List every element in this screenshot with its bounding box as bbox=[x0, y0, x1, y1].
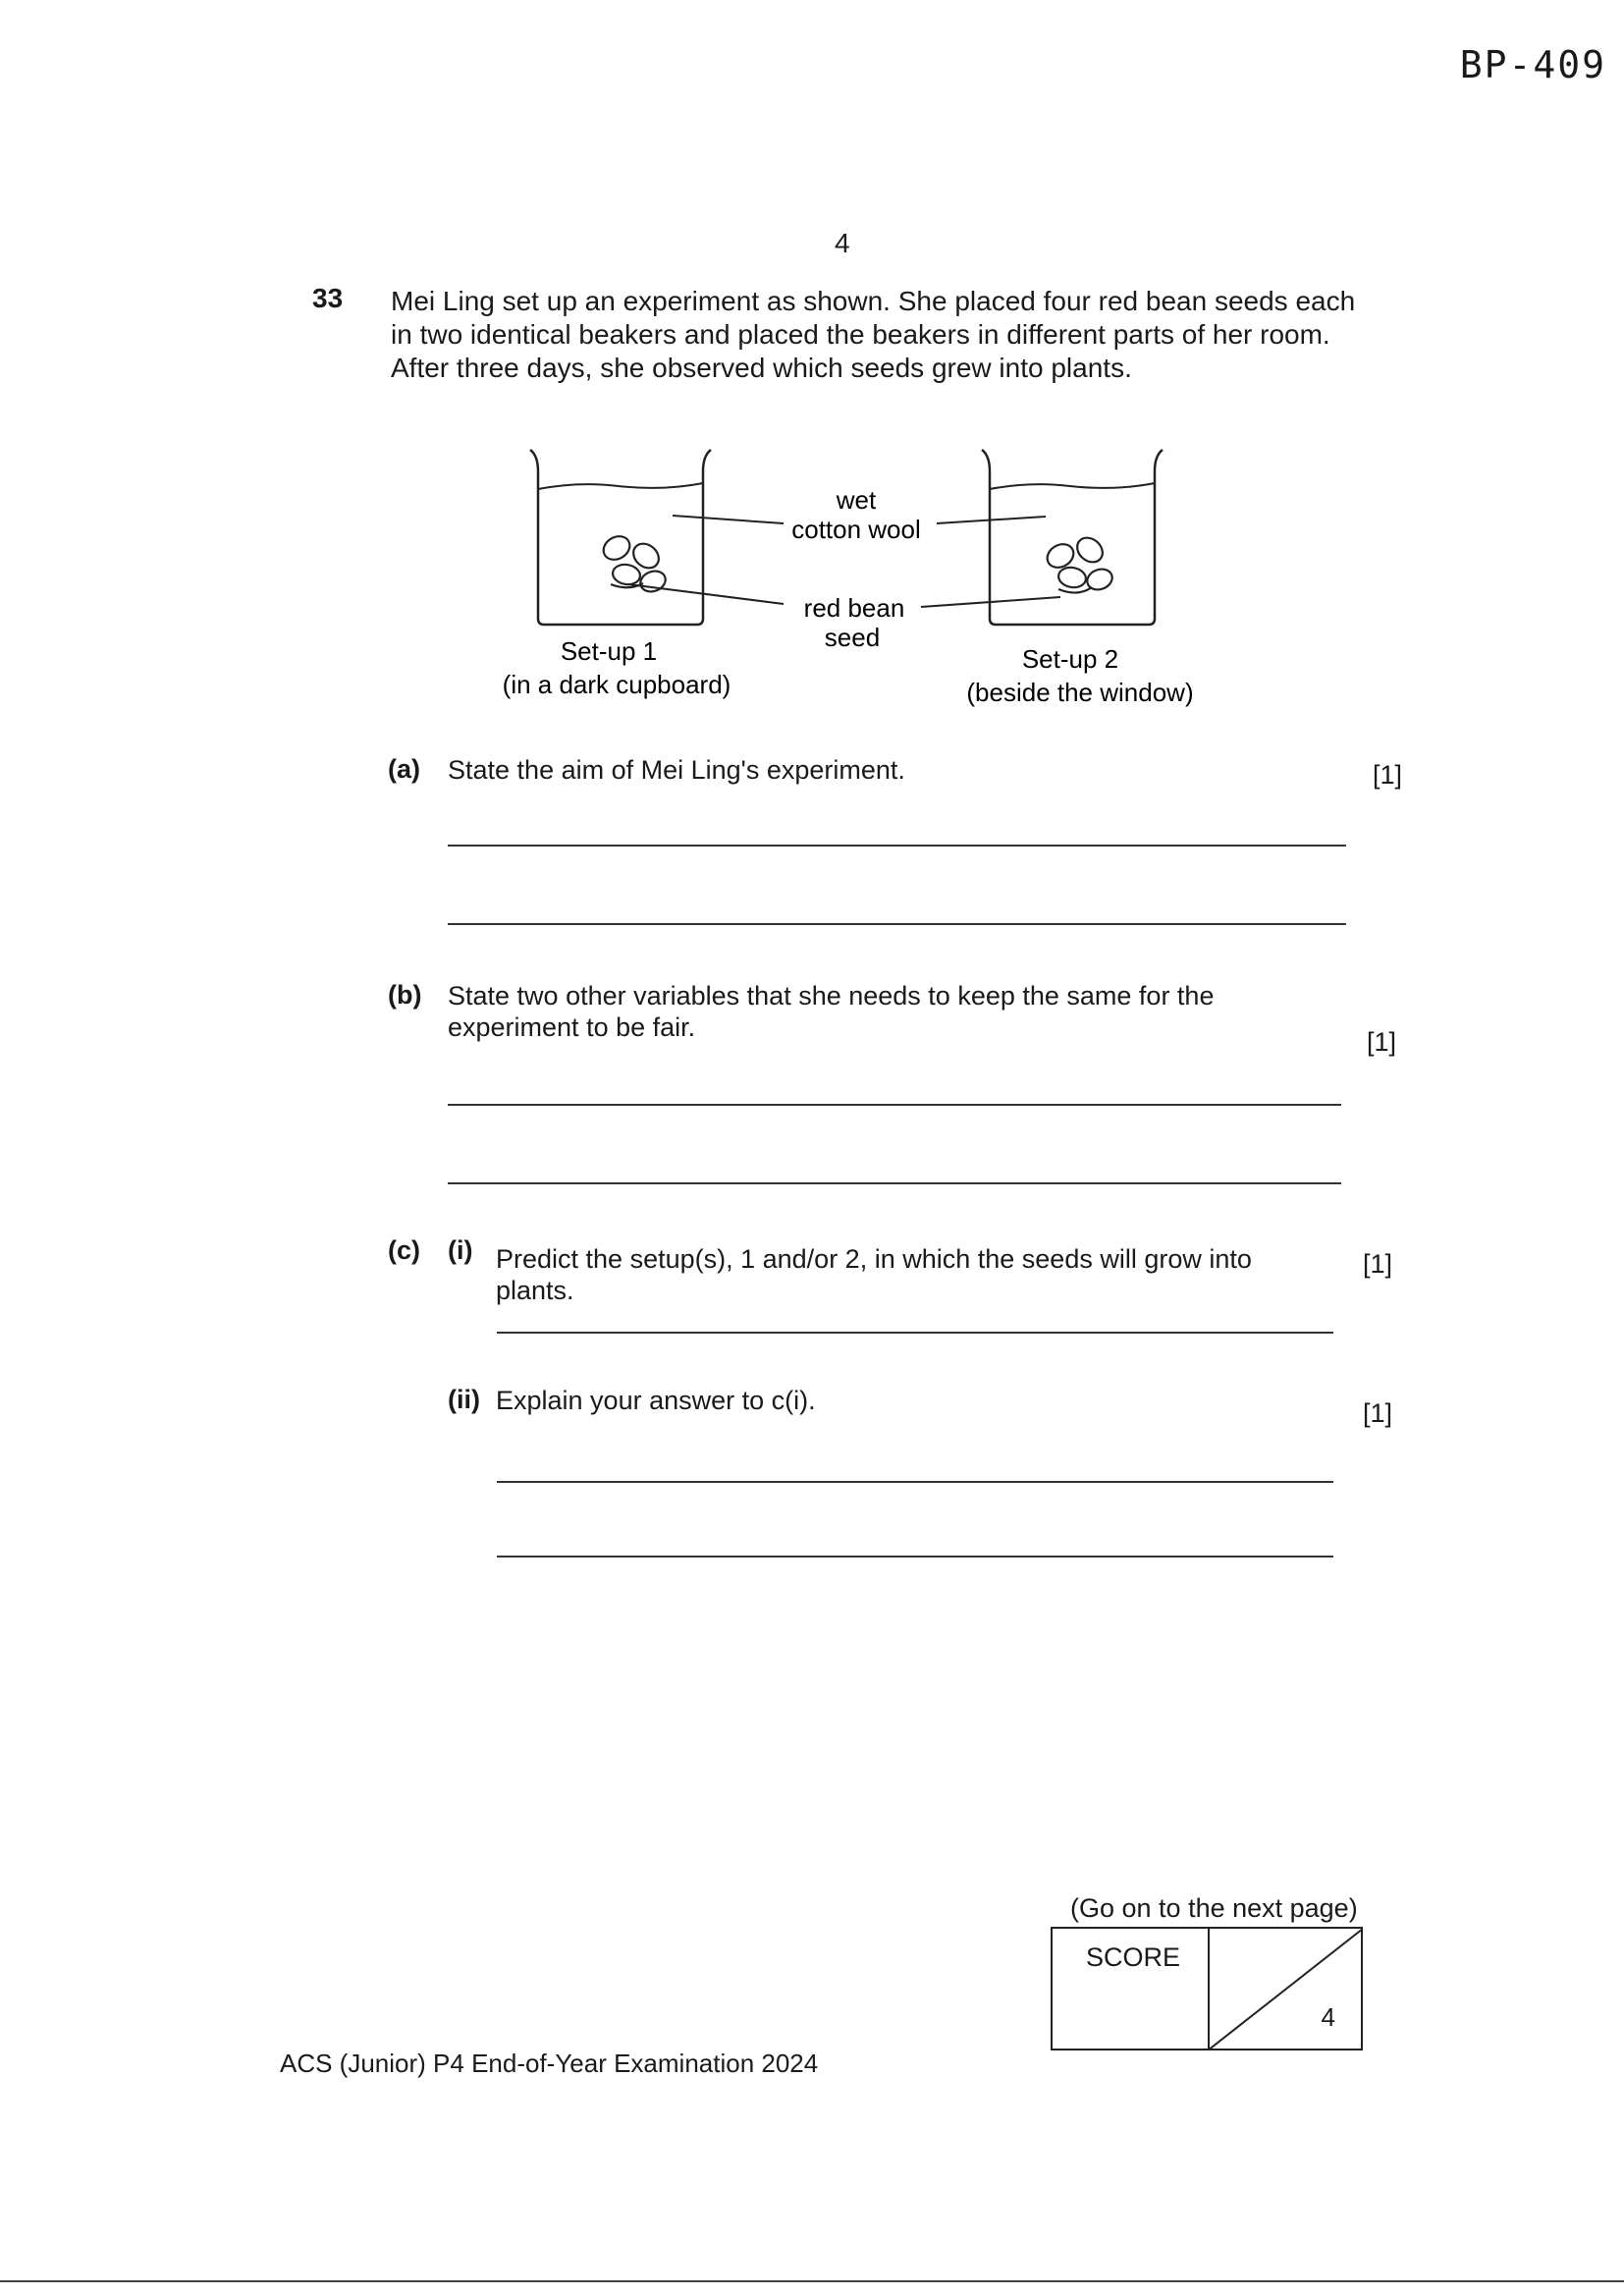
part-c-label: (c) bbox=[388, 1235, 420, 1265]
label-red-bean: red bean bbox=[803, 593, 905, 623]
part-c-i-marks: [1] bbox=[1363, 1249, 1393, 1279]
part-b-marks: [1] bbox=[1367, 1027, 1397, 1057]
footer-exam-title: ACS (Junior) P4 End-of-Year Examination 2024 bbox=[280, 2049, 819, 2078]
part-c-ii-marks: [1] bbox=[1363, 1398, 1393, 1428]
label-cotton-wool: cotton wool bbox=[791, 515, 921, 544]
bottom-rule bbox=[0, 2280, 1624, 2282]
go-on-prompt: (Go on to the next page) bbox=[1070, 1893, 1358, 1923]
part-c-ii-text: Explain your answer to c(i). bbox=[496, 1386, 816, 1415]
part-a-marks: [1] bbox=[1373, 760, 1403, 790]
score-max: 4 bbox=[1321, 2002, 1335, 2032]
page-number: 4 bbox=[835, 228, 850, 258]
score-diagonal bbox=[1208, 1929, 1363, 2050]
answer-line-c-ii-2[interactable] bbox=[497, 1556, 1333, 1558]
part-b-text: State two other variables that she needs to keep the same for the experiment to be fair. bbox=[448, 981, 1215, 1042]
part-b-label: (b) bbox=[388, 980, 422, 1010]
experiment-diagram bbox=[471, 432, 1237, 727]
answer-line-c-ii-1[interactable] bbox=[497, 1481, 1333, 1483]
answer-line-b-2[interactable] bbox=[448, 1182, 1341, 1184]
answer-line-b-1[interactable] bbox=[448, 1104, 1341, 1106]
part-c-ii-label: (ii) bbox=[448, 1385, 480, 1414]
score-box bbox=[1051, 1927, 1363, 2050]
score-label: SCORE bbox=[1086, 1942, 1181, 1972]
beaker-setup-2 bbox=[982, 450, 1163, 625]
setup-1-location: (in a dark cupboard) bbox=[502, 670, 731, 699]
seeds-setup-2-icon bbox=[1043, 533, 1114, 593]
paper-code: BP-409 bbox=[1459, 43, 1606, 86]
part-c-i-label: (i) bbox=[448, 1235, 473, 1265]
part-c-i-text: Predict the setup(s), 1 and/or 2, in which the seeds will grow into plants. bbox=[496, 1244, 1252, 1305]
label-seed: seed bbox=[824, 623, 881, 652]
setup-2-location: (beside the window) bbox=[966, 678, 1194, 707]
setup-1-title: Set-up 1 bbox=[560, 636, 658, 666]
setup-2-title: Set-up 2 bbox=[1021, 644, 1119, 674]
answer-line-a-2[interactable] bbox=[448, 923, 1346, 925]
label-wet: wet bbox=[836, 485, 877, 515]
question-number: 33 bbox=[312, 283, 344, 313]
question-stem: Mei Ling set up an experiment as shown. She placed four red bean seeds each in two identical beakers and placed the beakers in different parts of her room. After three days, she observed which seeds grew into plants. bbox=[391, 286, 1356, 383]
part-a-text: State the aim of Mei Ling's experiment. bbox=[448, 755, 905, 785]
experiment-diagram-svg bbox=[471, 432, 1237, 727]
answer-line-c-i[interactable] bbox=[497, 1332, 1333, 1334]
part-a-label: (a) bbox=[388, 754, 420, 784]
answer-line-a-1[interactable] bbox=[448, 845, 1346, 847]
score-label-cell bbox=[1053, 1929, 1210, 2049]
